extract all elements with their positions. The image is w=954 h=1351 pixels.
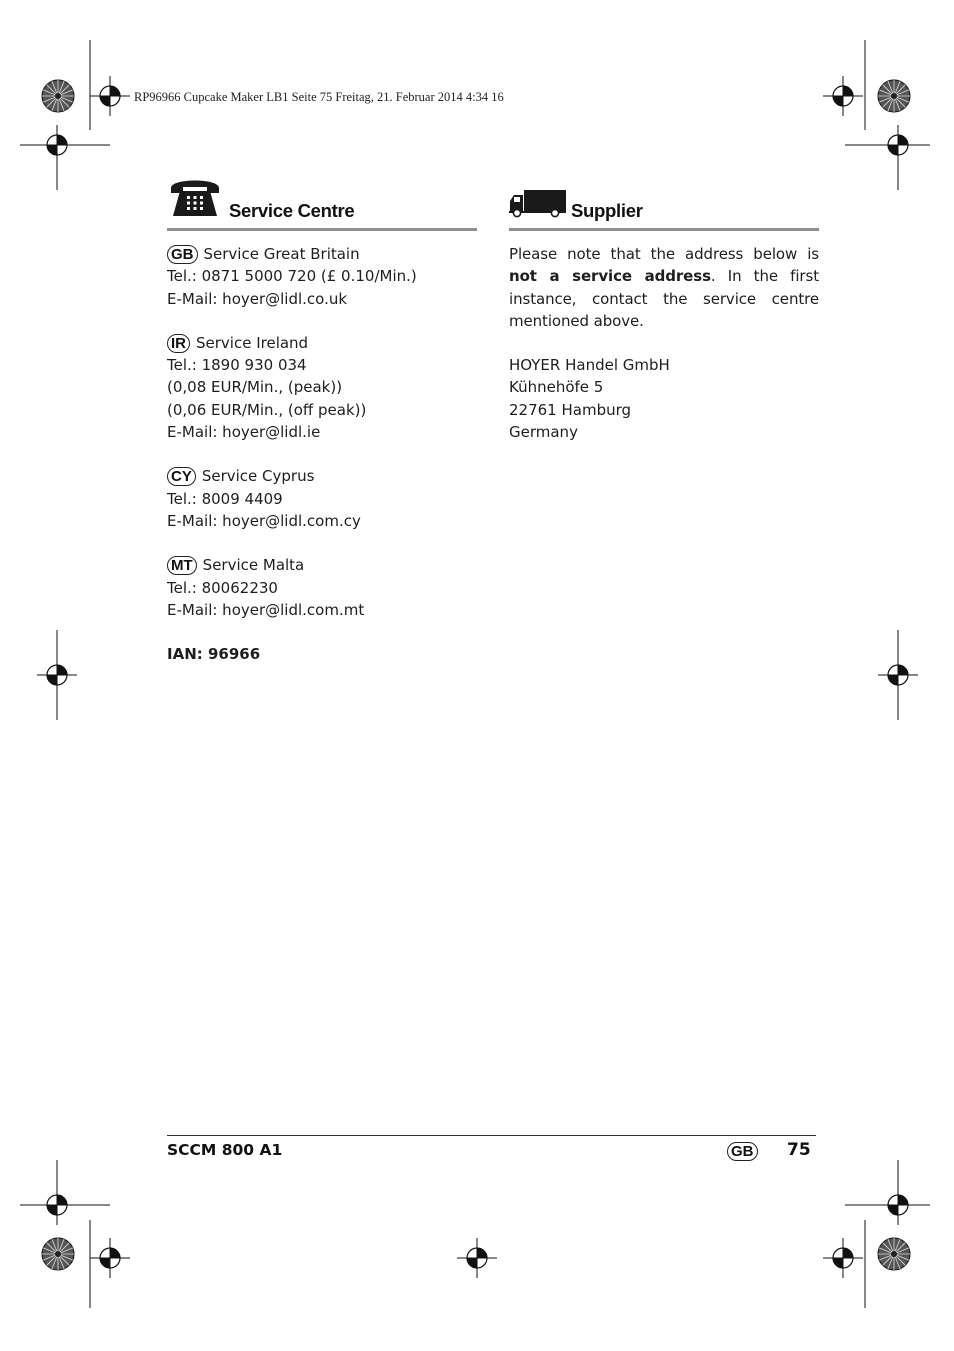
address-line: 22761 Hamburg [509, 400, 632, 419]
supplier-note [509, 243, 819, 332]
supplier-title: Supplier [571, 200, 643, 221]
ian-number: IAN: 96966 [167, 645, 261, 664]
service-entry-gb [167, 243, 477, 310]
service-entry-ir [167, 332, 477, 443]
service-centre-body [167, 243, 477, 665]
truck-icon [509, 190, 567, 218]
note-text: . In the first instance, contact the service centre mentioned above. [509, 267, 819, 330]
service-name: Service Great Britain [203, 245, 360, 263]
service-entry-cy [167, 465, 477, 532]
service-line: (0,08 EUR/Min., (peak)) [167, 378, 343, 397]
supplier-header [509, 170, 819, 231]
address-line: Germany [509, 423, 578, 442]
country-badge: GB [167, 245, 198, 264]
service-line: Tel.: 80062230 [167, 578, 278, 597]
service-line: Tel.: 8009 4409 [167, 489, 283, 508]
service-entry-mt [167, 554, 477, 621]
supplier-body [509, 243, 819, 443]
address-line: Kühnehöfe 5 [509, 378, 604, 397]
country-badge: CY [167, 467, 196, 486]
language-badge: GB [727, 1142, 758, 1161]
service-name: Service Cyprus [201, 467, 315, 486]
service-centre-section [167, 170, 477, 665]
page-footer [167, 1135, 816, 1166]
print-slug: RP96966 Cupcake Maker LB1 Seite 75 Freitag, 21. Februar 2014 4:34 16 [134, 90, 504, 104]
note-text: Please note that the address below is [509, 245, 819, 263]
supplier-section [509, 170, 819, 443]
note-emphasis: not a service address [509, 267, 711, 286]
service-line: (0,06 EUR/Min., (off peak)) [167, 400, 367, 419]
service-line: E-Mail: hoyer@lidl.ie [167, 423, 321, 442]
service-centre-title: Service Centre [229, 200, 355, 221]
service-centre-header [167, 170, 477, 231]
service-line: E-Mail: hoyer@lidl.com.cy [167, 511, 361, 530]
service-line: E-Mail: hoyer@lidl.com.mt [167, 600, 365, 619]
service-line: Tel.: 0871 5000 720 (£ 0.10/Min.) [167, 267, 417, 286]
service-line: Tel.: 1890 930 034 [167, 356, 307, 375]
country-badge: IR [167, 334, 190, 353]
service-name: Service Malta [202, 556, 305, 575]
model-number: SCCM 800 A1 [167, 1141, 283, 1159]
telephone-icon [167, 174, 223, 218]
country-badge: MT [167, 556, 197, 575]
service-name: Service Ireland [196, 333, 309, 352]
service-line: E-Mail: hoyer@lidl.co.uk [167, 289, 348, 308]
address-line: HOYER Handel GmbH [509, 356, 670, 375]
page-number: 75 [787, 1140, 811, 1160]
supplier-address [509, 354, 819, 443]
